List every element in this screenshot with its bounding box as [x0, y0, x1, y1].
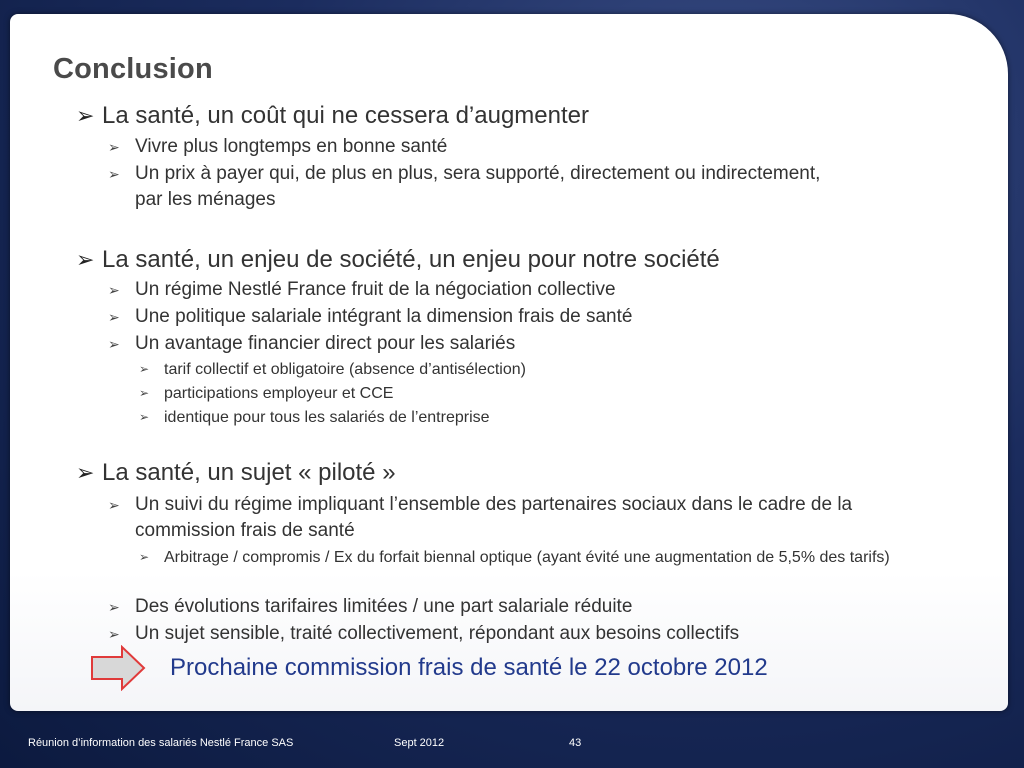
- list-item: ➢ Un régime Nestlé France fruit de la négociation collective: [135, 277, 955, 303]
- slide-title: Conclusion: [53, 53, 213, 85]
- sub-list-item: ➢ participations employeur et CCE: [164, 382, 944, 405]
- list-item: ➢ Un suivi du régime impliquant l’ensemble des partenaires sociaux dans le cadre de la commission frais de santé: [108, 494, 853, 541]
- closing-statement: Prochaine commission frais de santé le 22 octobre 2012: [170, 654, 768, 681]
- arrow-bullet-icon: ➢: [108, 336, 120, 352]
- sub-list-item: ➢ Arbitrage / compromis / Ex du forfait biennal optique (ayant évité une augmentation de 5,5% des tarifs): [164, 546, 944, 569]
- sub-list-item: ➢ tarif collectif et obligatoire (absence d’antisélection): [164, 358, 944, 381]
- list-item: ➢ Vivre plus longtemps en bonne santé: [135, 134, 955, 160]
- arrow-bullet-icon: ➢: [139, 362, 150, 376]
- arrow-bullet-icon: ➢: [139, 410, 150, 424]
- arrow-bullet-icon: ➢: [108, 139, 120, 155]
- section-heading-2: ➢ La santé, un enjeu de société, un enjeu pour notre société: [76, 246, 720, 273]
- footer-organization: Réunion d’information des salariés Nestlé France SAS: [28, 737, 294, 749]
- arrow-bullet-icon: ➢: [108, 282, 120, 298]
- list-item: ➢ Une politique salariale intégrant la dimension frais de santé: [135, 304, 955, 330]
- arrow-bullet-icon: ➢: [76, 460, 95, 485]
- section-heading-3: ➢ La santé, un sujet « piloté »: [76, 459, 396, 486]
- footer-date: Sept 2012: [394, 737, 445, 749]
- arrow-bullet-icon: ➢: [76, 247, 95, 272]
- list-item: ➢ Un avantage financier direct pour les salariés: [135, 331, 955, 357]
- arrow-bullet-icon: ➢: [139, 550, 150, 564]
- footer-page-number: 43: [569, 737, 582, 749]
- arrow-bullet-icon: ➢: [108, 309, 120, 325]
- arrow-bullet-icon: ➢: [108, 599, 120, 615]
- arrow-bullet-icon: ➢: [108, 497, 120, 513]
- arrow-right-icon: [90, 645, 146, 691]
- list-item: ➢ Des évolutions tarifaires limitées / une part salariale réduite: [135, 594, 955, 620]
- sub-list-item: ➢ identique pour tous les salariés de l’entreprise: [164, 406, 944, 429]
- arrow-bullet-icon: ➢: [108, 626, 120, 642]
- arrow-bullet-icon: ➢: [139, 386, 150, 400]
- arrow-bullet-icon: ➢: [108, 166, 120, 182]
- list-item: ➢ Un sujet sensible, traité collectivement, répondant aux besoins collectifs: [135, 621, 955, 647]
- arrow-bullet-icon: ➢: [76, 103, 95, 128]
- section-heading-1: ➢ La santé, un coût qui ne cessera d’augmenter: [76, 102, 589, 129]
- list-item: ➢ Un prix à payer qui, de plus en plus, sera supporté, directement ou indirectement, par les ménages: [108, 163, 821, 210]
